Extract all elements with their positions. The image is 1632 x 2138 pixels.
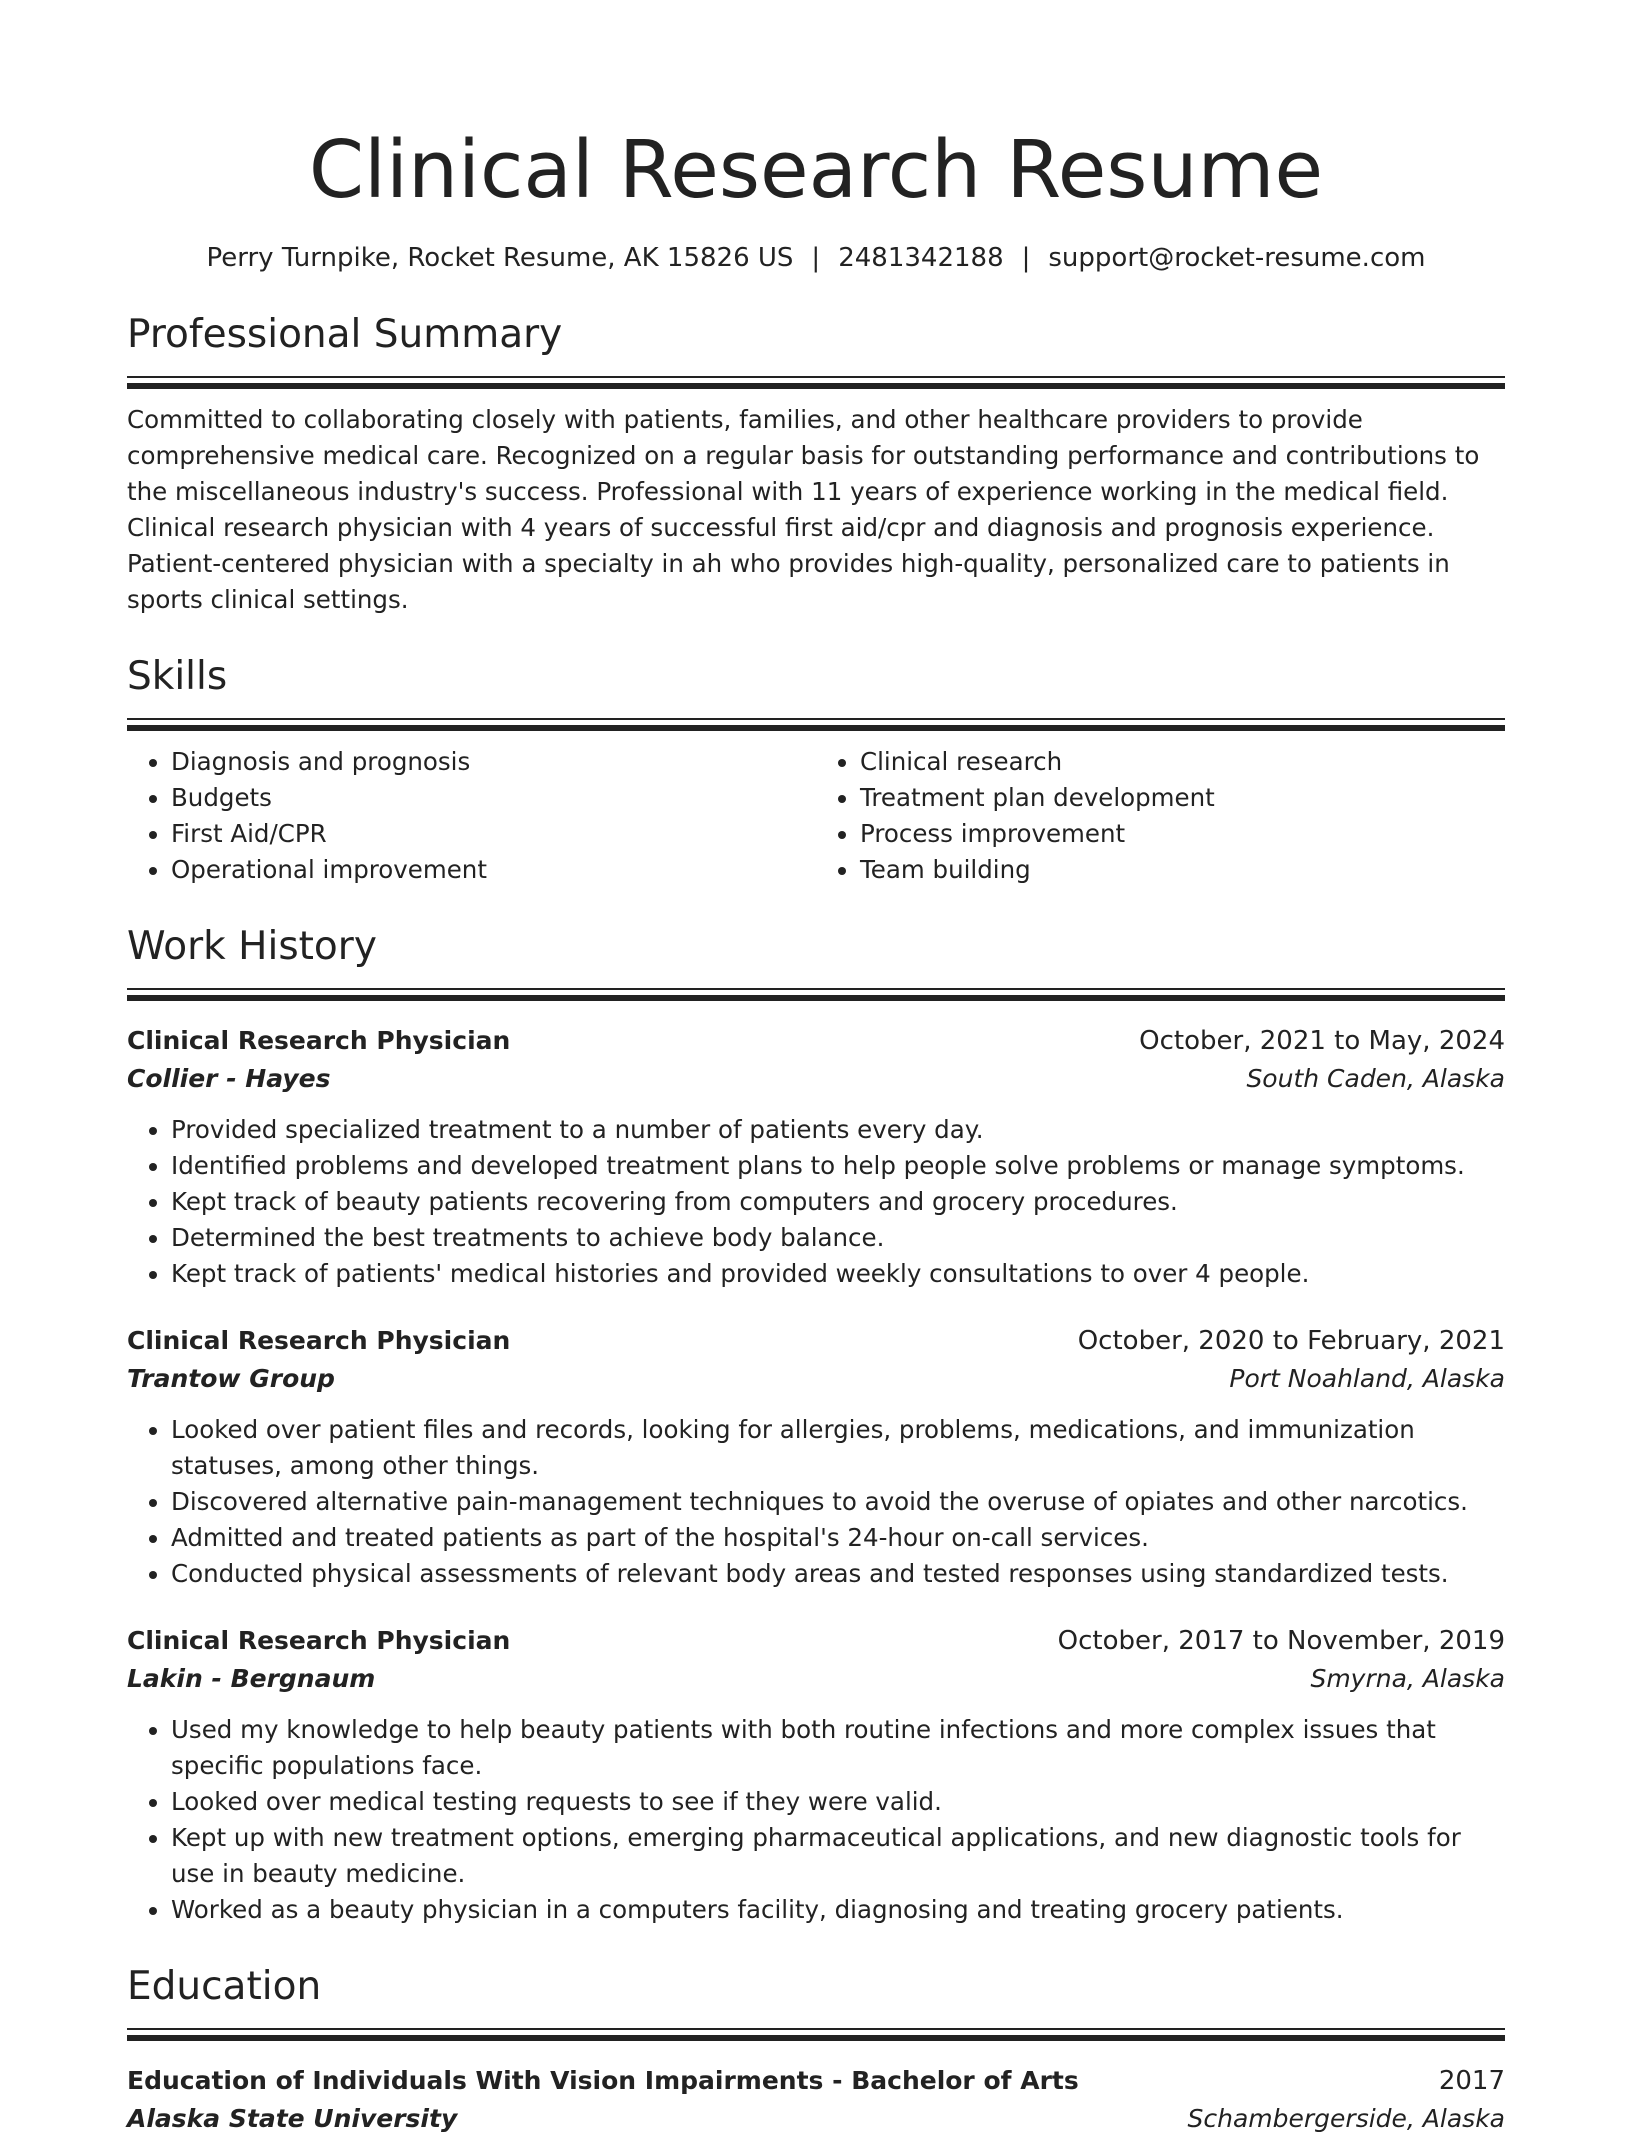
job-bullet: • Used my knowledge to help beauty patients with both routine infections and more complex issues that specific populations face.: [171, 1712, 1505, 1784]
job-bullets: [127, 1712, 1505, 1928]
job-bullet: • Discovered alternative pain-management techniques to avoid the overuse of opiates and other narcotics.: [171, 1484, 1505, 1520]
job-bullet: • Worked as a beauty physician in a computers facility, diagnosing and treating grocery patients.: [171, 1892, 1505, 1928]
skill-item: • Operational improvement: [171, 852, 816, 888]
skill-item: • Process improvement: [860, 816, 1505, 852]
education-year: 2017: [1438, 2066, 1505, 2096]
job-title: Clinical Research Physician: [127, 1326, 511, 1355]
job-bullets: [127, 1412, 1505, 1592]
skill-item: • First Aid/CPR: [171, 816, 816, 852]
contact-email: support@rocket-resume.com: [1048, 243, 1426, 273]
job-bullet: • Provided specialized treatment to a number of patients every day.: [171, 1112, 1505, 1148]
job-dates: October, 2020 to February, 2021: [1077, 1326, 1505, 1356]
job-entry: [127, 1022, 1505, 1292]
job-dates: October, 2017 to November, 2019: [1057, 1626, 1505, 1656]
job-bullet: • Conducted physical assessments of relevant body areas and tested responses using standardized tests.: [171, 1556, 1505, 1592]
job-location: Smyrna, Alaska: [1310, 1664, 1505, 1693]
resume-title: Clinical Research Resume: [308, 124, 1324, 216]
job-company: Collier - Hayes: [127, 1064, 331, 1093]
skills-list-right: [816, 744, 1505, 888]
job-bullet: • Admitted and treated patients as part of the hospital's 24-hour on-call services.: [171, 1520, 1505, 1556]
job-bullet: • Identified problems and developed treatment plans to help people solve problems or manage symptoms.: [171, 1148, 1505, 1184]
job-title: Clinical Research Physician: [127, 1026, 511, 1055]
skill-item: • Treatment plan development: [860, 780, 1505, 816]
skills-section: [127, 654, 1505, 888]
job-location: South Caden, Alaska: [1246, 1064, 1505, 1093]
summary-heading: Professional Summary: [127, 312, 563, 357]
education-location: Schambergerside, Alaska: [1187, 2104, 1505, 2133]
skills-columns: [127, 744, 1505, 888]
job-bullets: [127, 1112, 1505, 1292]
job-bullet: • Kept track of beauty patients recovering from computers and grocery procedures.: [171, 1184, 1505, 1220]
summary-section: [127, 312, 1505, 618]
job-title: Clinical Research Physician: [127, 1626, 511, 1655]
job-bullet: • Kept track of patients' medical histories and provided weekly consultations to over 4 people.: [171, 1256, 1505, 1292]
contact-address: Perry Turnpike, Rocket Resume, AK 15826 US: [206, 243, 794, 273]
job-company: Lakin - Bergnaum: [127, 1664, 376, 1693]
work-history-section: [127, 924, 1505, 1928]
job-bullet: • Looked over medical testing requests to see if they were valid.: [171, 1784, 1505, 1820]
contact-phone: 2481342188: [838, 243, 1004, 273]
section-divider: [127, 988, 1505, 1002]
contact-separator: |: [811, 243, 821, 273]
job-entry: [127, 1322, 1505, 1592]
skill-item: • Budgets: [171, 780, 816, 816]
skills-list-left: [127, 744, 816, 888]
job-location: Port Noahland, Alaska: [1229, 1364, 1505, 1393]
section-divider: [127, 2028, 1505, 2042]
skill-item: • Clinical research: [860, 744, 1505, 780]
skills-heading: Skills: [127, 654, 228, 699]
section-divider: [127, 376, 1505, 390]
section-divider: [127, 718, 1505, 732]
job-bullet: • Kept up with new treatment options, emerging pharmaceutical applications, and new diagnostic tools for use in beauty medicine.: [171, 1820, 1505, 1892]
contact-line: [127, 240, 1505, 276]
education-entry: [127, 2062, 1505, 2138]
education-heading: Education: [127, 1964, 322, 2009]
job-company: Trantow Group: [127, 1364, 335, 1393]
summary-text: Committed to collaborating closely with patients, families, and other healthcare providers to provide comprehensive medical care. Recognized on a regular basis for outstanding performance and contributions to the miscellaneous industry's success. Professional with 11 years of experience working in the medical field. Clinical research physician with 4 years of successful first aid/cpr and diagnosis and prognosis experience. Patient-centered physician with a specialty in ah who provides high-quality, personalized care to patients in sports clinical settings.: [127, 405, 1480, 614]
education-degree: Education of Individuals With Vision Impairments - Bachelor of Arts: [127, 2066, 1079, 2095]
job-bullet: • Determined the best treatments to achieve body balance.: [171, 1220, 1505, 1256]
skill-item: • Team building: [860, 852, 1505, 888]
job-dates: October, 2021 to May, 2024: [1139, 1026, 1505, 1056]
contact-separator: |: [1021, 243, 1031, 273]
work-history-heading: Work History: [127, 924, 377, 969]
education-school: Alaska State University: [127, 2104, 458, 2133]
skill-item: • Diagnosis and prognosis: [171, 744, 816, 780]
job-bullet: • Looked over patient files and records, looking for allergies, problems, medications, and immunization statuses, among other things.: [171, 1412, 1505, 1484]
job-entry: [127, 1622, 1505, 1928]
